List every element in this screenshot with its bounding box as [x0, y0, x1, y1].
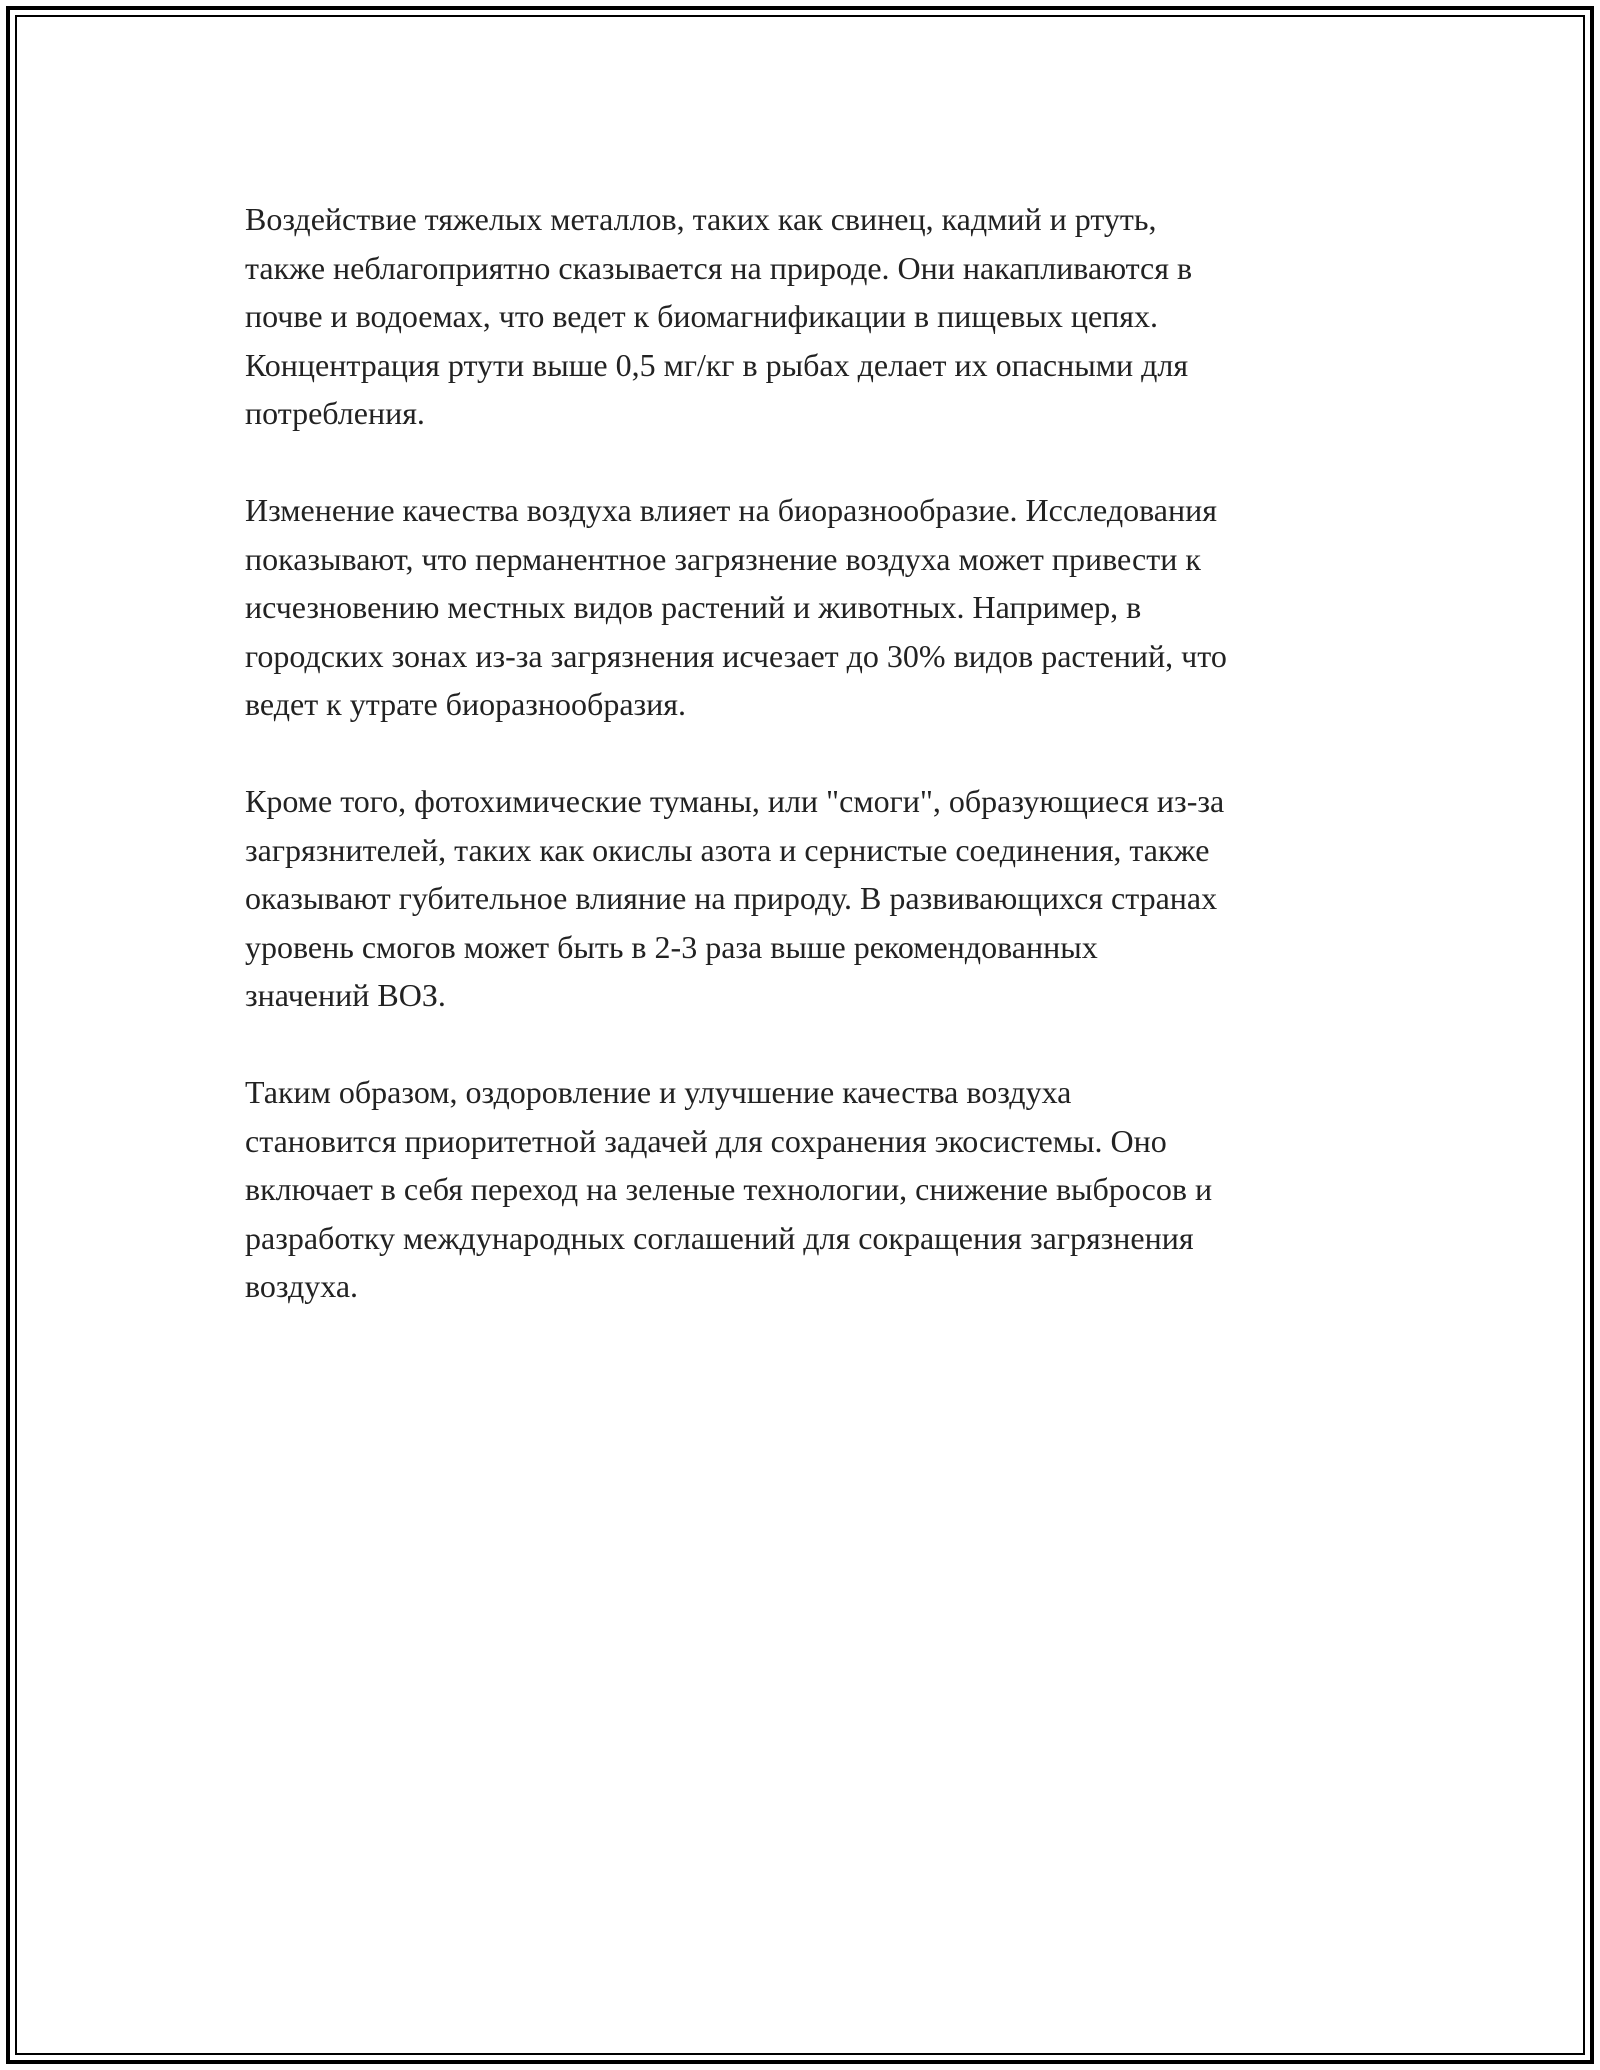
paragraph-conclusion: [245, 1068, 1395, 1311]
paragraph-line: включает в себя переход на зеленые технологии, снижение выбросов и: [245, 1171, 1213, 1207]
paragraph-line: Кроме того, фотохимические туманы, или "смоги", образующиеся из-за: [245, 783, 1225, 819]
paragraph-line: потребления.: [245, 395, 425, 431]
paragraph-line: Концентрация ртути выше 0,5 мг/кг в рыбах делает их опасными для: [245, 346, 1189, 383]
paragraph-line: разработку международных соглашений для сокращения загрязнения: [245, 1219, 1194, 1256]
paragraph-line: также неблагоприятно сказывается на природе. Они накапливаются в: [245, 249, 1193, 286]
paragraph-line: оказывают губительное влияние на природу. В развивающихся странах: [245, 880, 1218, 916]
paragraph-line: городских зонах из-за загрязнения исчезает до 30% видов растений, что: [245, 637, 1227, 674]
paragraph-line: показывают, что перманентное загрязнение воздуха может привести к: [245, 540, 1201, 577]
paragraph-heavy-metals: [245, 195, 1395, 438]
paragraph-line: Таким образом, оздоровление и улучшение качества воздуха: [245, 1074, 1072, 1110]
paragraph-line: воздуха.: [245, 1268, 359, 1304]
page-frame: [6, 6, 1594, 2064]
paragraph-line: загрязнителей, таких как окислы азота и сернистые соединения, также: [245, 831, 1210, 868]
paragraph-line: Изменение качества воздуха влияет на биоразнообразие. Исследования: [245, 492, 1217, 528]
paragraph-line: значений ВОЗ.: [245, 977, 446, 1013]
paragraph-smog: [245, 777, 1395, 1020]
paragraph-line: Воздействие тяжелых металлов, таких как свинец, кадмий и ртуть,: [245, 201, 1157, 237]
paragraph-line: почве и водоемах, что ведет к биомагнификации в пищевых цепях.: [245, 298, 1158, 334]
document-body: [245, 195, 1395, 1359]
paragraph-line: ведет к утрате биоразнообразия.: [245, 686, 686, 722]
paragraph-biodiversity: [245, 486, 1395, 729]
paragraph-line: исчезновению местных видов растений и животных. Например, в: [245, 589, 1142, 625]
paragraph-line: уровень смогов может быть в 2-3 раза выше рекомендованных: [245, 928, 1098, 965]
paragraph-line: становится приоритетной задачей для сохранения экосистемы. Оно: [245, 1122, 1167, 1159]
